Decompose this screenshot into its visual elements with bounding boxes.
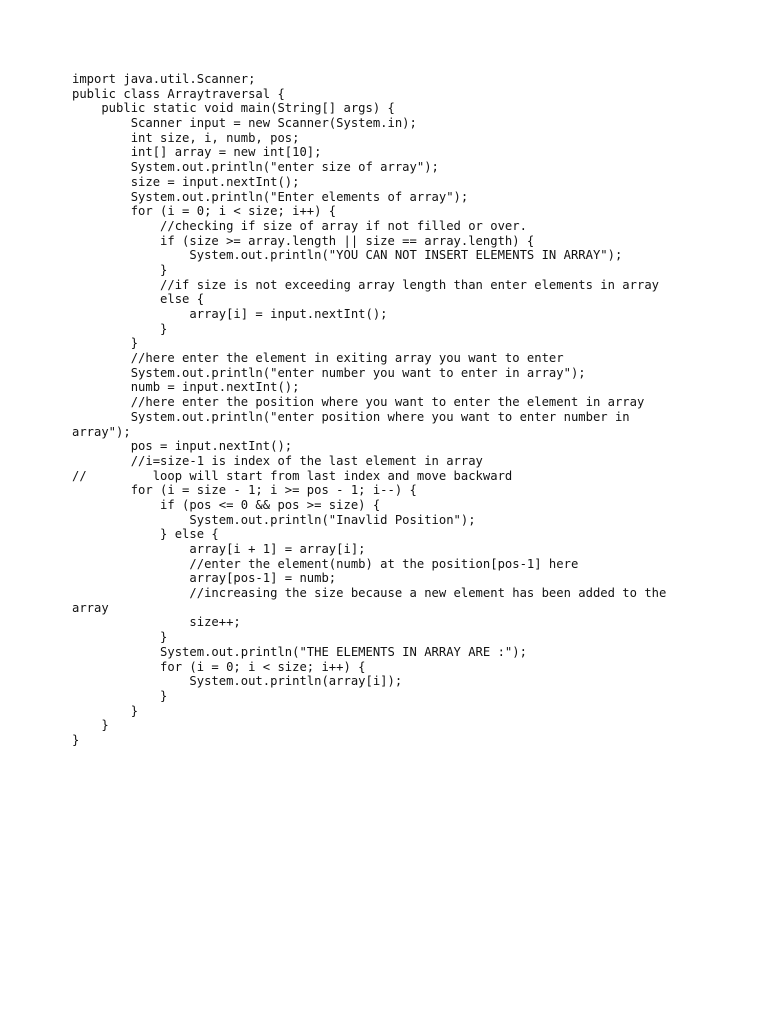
code-line: //here enter the element in exiting array you want to enter [72, 351, 564, 366]
code-line: array[i + 1] = array[i]; [72, 542, 366, 556]
code-line: numb = input.nextInt(); [72, 380, 300, 395]
code-line: for (i = 0; i < size; i++) { [72, 659, 366, 674]
code-line: //if size is not exceeding array length than enter elements in array [72, 277, 659, 292]
code-line: array[i] = input.nextInt(); [72, 307, 388, 321]
code-line: size = input.nextInt(); [72, 174, 300, 189]
code-line: //checking if size of array if not filled or over. [72, 218, 527, 233]
code-line: array[pos-1] = numb; [72, 571, 337, 586]
code-line: if (pos <= 0 && pos >= size) { [72, 497, 381, 512]
code-line: System.out.println(array[i]); [72, 674, 403, 689]
code-line: } [72, 630, 168, 645]
code-line: } [72, 321, 168, 336]
code-line: int[] array = new int[10]; [72, 145, 322, 160]
code-line: System.out.println("YOU CAN NOT INSERT ELEMENTS IN ARRAY"); [72, 248, 623, 263]
code-line: //enter the element(numb) at the position[pos-1] here [72, 556, 579, 571]
code-line: System.out.println("THE ELEMENTS IN ARRAY ARE :"); [72, 644, 527, 659]
code-line: for (i = size - 1; i >= pos - 1; i--) { [72, 483, 417, 498]
code-line: } [72, 732, 80, 747]
code-line: for (i = 0; i < size; i++) { [72, 204, 337, 219]
code-line: public static void main(String[] args) { [72, 101, 395, 116]
code-line: //i=size-1 is index of the last element in array [72, 453, 483, 468]
code-line: import java.util.Scanner; [72, 72, 256, 86]
code-line: size++; [72, 615, 241, 630]
code-line: array"); [72, 424, 131, 439]
code-line: Scanner input = new Scanner(System.in); [72, 116, 417, 131]
code-line: System.out.println("Enter elements of array"); [72, 189, 469, 204]
code-line: pos = input.nextInt(); [72, 439, 293, 454]
code-line: System.out.println("enter size of array"); [72, 160, 439, 175]
code-line: System.out.println("Inavlid Position"); [72, 512, 476, 527]
code-line: System.out.println("enter number you want to enter in array"); [72, 365, 586, 380]
code-line: array [72, 600, 109, 615]
code-line: } [72, 688, 168, 703]
code-line: // loop will start from last index and move backward [72, 468, 513, 483]
code-line: } else { [72, 527, 219, 542]
code-line: int size, i, numb, pos; [72, 130, 300, 145]
code-line: public class Arraytraversal { [72, 86, 285, 101]
code-line: } [72, 703, 139, 718]
java-source-code [72, 72, 666, 748]
code-line: //increasing the size because a new element has been added to the [72, 586, 667, 601]
code-line: else { [72, 292, 205, 307]
code-line: if (size >= array.length || size == array.length) { [72, 233, 535, 248]
code-line: System.out.println("enter position where you want to enter number in [72, 409, 630, 424]
code-line: } [72, 336, 139, 351]
code-line: //here enter the position where you want to enter the element in array [72, 395, 645, 410]
code-line: } [72, 262, 168, 277]
code-line: } [72, 718, 109, 733]
